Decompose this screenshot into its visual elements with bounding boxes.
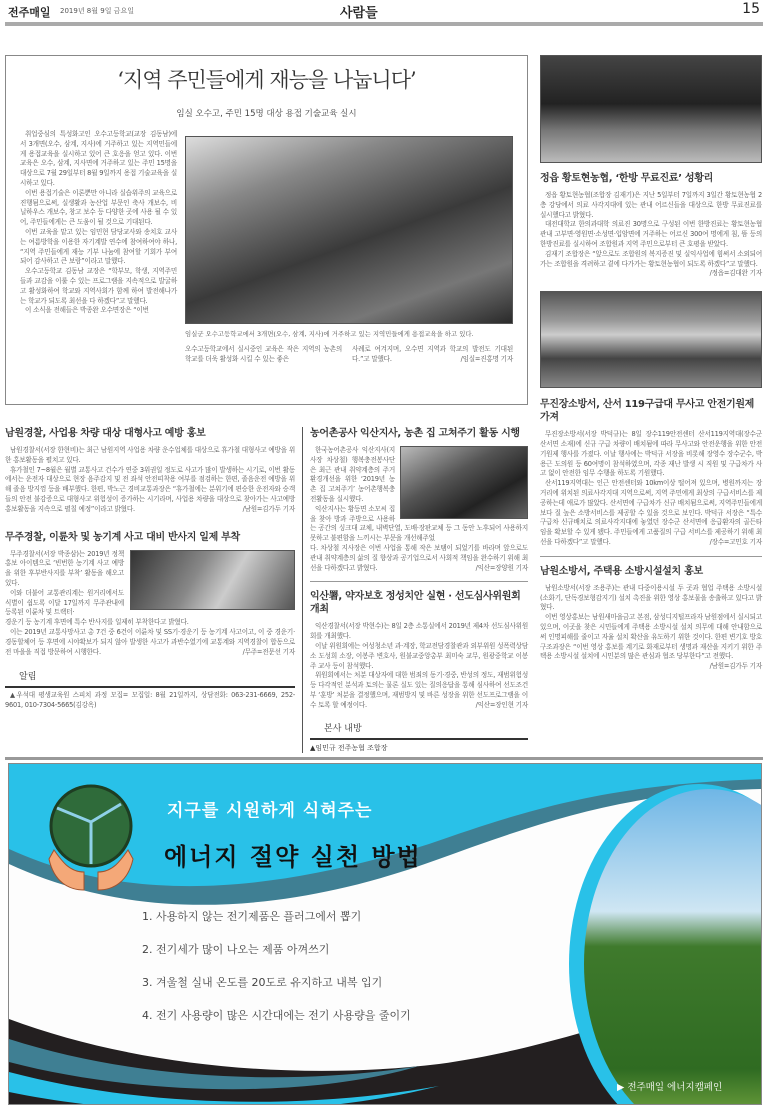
paragraph: 위원회에서는 처분 대상자에 대한 범죄의 동기·경중, 반성의 정도, 재범위험성 등 다각적인 분석과 토의는 물론 실도 있는 질의응답을 통해 심사하여 선도조건부 ‘훈방’ 처분을 결정했으며, 재범방지 및 바른 성장을 위한 선도프로그램을 이수 토록 할 예정이다. <box>310 671 528 709</box>
welding-class-photo <box>185 136 513 324</box>
byline: /남원=김가두 기자 <box>709 662 762 671</box>
paragraph: 경운기 등 농기계 후면에 특수 반사지를 일제히 부착한다고 밝혔다. <box>5 618 189 627</box>
byline: /익산=장양원 기자 <box>475 563 528 572</box>
paragraph: 이번 교육을 맡고 있는 임민현 담당교사와 송치호 교사는 여름방학을 이용한 자기계발 연수에 참여하여야 하나, “지역 주민들에게 재능 기부 나눔에 참여할 기회가 부여되어 감사하고 큰 보람”이라고 말했다. <box>20 227 177 266</box>
ad-divider <box>5 757 763 760</box>
left-block <box>5 55 528 753</box>
lower-columns <box>5 427 528 753</box>
reflector-police-photo <box>130 550 295 610</box>
paragraph: 이 소식을 전해들은 박종완 오수면장은 “이번 <box>25 306 149 315</box>
article-headline: 익산署, 약자보호 정성치안 실현 · 선도심사위원회 개최 <box>310 591 521 616</box>
paragraph-with-byline <box>5 628 295 657</box>
byline: /익산=장인현 기자 <box>475 700 528 709</box>
ad-footer-label: 전주매일 에너지캠페인 <box>627 1081 723 1093</box>
visit-text: ▲임민규 전주농협 조합장 <box>310 743 388 752</box>
paragraph: 남원소방서(서장 조용주)는 관내 다중이용시설 두 곳과 협업 주택용 소방시설(소화기, 단독경보형감지기) 설치 촉진을 위한 영상 홍보물을 송출하고 있다고 밝혔다. <box>540 583 762 612</box>
paragraph: 남원경찰서(서장 한현비)는 최근 남원지역 사업용 차량 운수업체를 대상으로 휴가철 대형사고 예방을 위한 홍보활동을 펼치고 있다. <box>5 446 295 464</box>
notice-title: 알림 <box>19 672 37 683</box>
main-lower-cols <box>185 345 513 365</box>
right-column <box>540 55 762 672</box>
byline: /임실=진홍명 기자 <box>460 354 513 363</box>
paragraph-with-byline <box>310 671 528 710</box>
middle-column <box>310 427 528 753</box>
issue-date: 2019년 8월 9일 금요일 <box>60 7 134 15</box>
ad-item: 4. 전기 사용량이 많은 시간대에는 전기 사용량을 줄이기 <box>142 1008 411 1022</box>
article-headline: 농어촌공사 익산지사, 농촌 집 고쳐주기 활동 시행 <box>310 428 520 439</box>
page-number: 15 <box>742 1 760 17</box>
visit-box <box>310 723 528 753</box>
main-col-1 <box>20 130 177 365</box>
house-repair-photo <box>400 446 528 519</box>
right-article-3 <box>540 565 762 672</box>
main-col-3 <box>352 345 513 365</box>
paragraph: 휴가철인 7~8월은 월별 교통사고 건수가 연중 3위권일 정도로 사고가 많이 발생하는 시기로, 이번 활동에서는 운전자 대상으로 현장 음주감지 및 전 좌석 안전띠착용 여부를 점검하는 한편, 졸음운전 예방을 위해 졸음 방지껌 등을 배부했다. 한편, 박노근 경비교통과장은 “휴가철에는 분위기에 편승한 운전자와 승객들의 안전 불감증으로 대형사고 위험성이 증가하는 시기라며, 사업용 차량을 대상으로 찾아가는 사고예방 홍보활동을 지속으로 펼칠 예정”이라고 밝혔다. <box>5 465 295 513</box>
main-subhead: 임실 오수고, 주민 15명 대상 용접 기술교육 실시 <box>176 109 357 119</box>
paragraph: 산서119지역대는 인근 안전센터와 10km이상 떨어져 있으며, 병원까지는 장거리에 위치된 의료사각지대 지역으로써, 지역 주민에게 최상의 구급서비스를 제공하는데 애로가 많았다. 산서면에 구급차가 신규 배치됨으로써, 지역주민들에게 보다 질 높은 소방서비스를 제공할 수 있을 것으로 보인다. 박덕규 서장은 “특수구급차 신규배치로 의료사각지대에 놓였던 장수군 산서면에 응급환자의 골든타임을 확보할 수 있게 됐다. 주민들에게 고품질의 구급 서비스를 제공하기 위해 최선을 다하겠다”고 말했다. <box>540 479 762 546</box>
paragraph: 정읍 황토현농협(조합장 김재기)은 지난 5일부터 7일까지 3일간 황토현농협 2층 강당에서 의료 사각지대에 있는 관내 어르신들을 대상으로 한방 무료진료를 실시했다고 밝혔다. <box>540 191 762 219</box>
paragraph-with-byline <box>5 466 295 515</box>
middle-article-1 <box>310 427 528 573</box>
header-divider <box>5 22 763 26</box>
ad-title-1: 지구를 시원하게 식혀주는 <box>167 800 373 821</box>
divider <box>540 556 762 557</box>
paragraph: 대전대학교 한의과대학 의료진 30명으로 구성된 이번 한방진료는 황토현농협 관내 고부면·영원면·소성면·입암면에 거주하는 어르신 300여 명에게 침, 뜸 등의 한방진료를 실시하여 조합원과 지역 주민으로부터 큰 호평을 받았다. <box>540 220 762 248</box>
news-area <box>0 55 768 753</box>
paragraph: 취업중심의 특성화고인 오수고등학교(교장 김동남)에서 3개면(오수, 삼계, 지사)에 거주하고 있는 지역민들에게 용접교육을 실시하고 있어 큰 호응을 얻고 있다. 이번 교육은 오수, 삼계, 지사면에 거주하고 있는 주민 15명을 대상으로 7월 29일부터 8월 9일까지 용접 기술교육을 실시하고 있다. <box>20 130 177 187</box>
paragraph: 이와 더불어 교통관리계는 원거리에서도 식별이 쉽도록 이달 17일까지 무주관내에 등록된 이륜차 및 트랙터· <box>5 588 124 617</box>
paragraph-with-byline <box>310 544 528 573</box>
paragraph-with-byline <box>540 613 762 671</box>
paragraph: 김재기 조합장은 “앞으로도 조합원의 복지증진 및 실익사업에 힘써서 소외되어가는 조합원을 격려하고 곁에 다가가는 황토현농협이 되도록 하겠다”고 말했다. <box>540 249 762 268</box>
notice-box <box>5 671 295 711</box>
paragraph: 다. 차상철 지사장은 이번 사업을 통해 작은 보탬이 되었기를 바라며 앞으로도 관내 취약계층의 삶의 질 향상과 공기업으로서 사회적 책임을 완수하기 위해 최선을 다하겠다고 밝혔다. <box>310 543 528 572</box>
paragraph: 이번 용접기술은 이론뿐만 아니라 실습위주의 교육으로 진행됨으로써, 실생활과 농산업 부문인 축사 개보수, 비닐하우스 개보수, 창고 보수 등 다양한 곳에 사용 될 수 있어, 주민들에게는 큰 도움이 될 것으로 기대된다. <box>20 188 177 227</box>
page-header <box>0 0 768 30</box>
left-article-2 <box>5 531 295 658</box>
middle-article-2 <box>310 590 528 710</box>
article-headline: 무진장소방서, 산서 119구급대 무사고 안전기원제 가져 <box>540 399 755 424</box>
main-article <box>5 55 528 405</box>
right-article-2 <box>540 398 762 548</box>
column-divider <box>302 427 303 753</box>
notice-rule <box>5 686 295 688</box>
left-article-1 <box>5 427 295 515</box>
paragraph: 이는 2019년 교통사망사고 총 7건 중 6건이 이륜차 및 SS기·경운기 등 농기계 사고이고, 이 중 경운기·경동할체어 등 후면에 시야확보가 되지 않아 발생한 사고가 과반수였기에 교통계와 지역경찰이 합동으로 전 마을을 직접 방문하여 시행한다. <box>5 627 295 656</box>
paragraph: 익산지사는 황등면 소모씨 집을 찾아 방과 주방으로 사용하는 공간의 싱크대 교체, 내벽단열, 도배·장판교체 등 그 동안 노후되어 사용하지 못하고 불편함을 느끼시는 부문을 개선해주었 <box>310 504 528 543</box>
paragraph: 무진장소방서(서장 박덕규)는 8일 장수119안전센터 산서119지역대(장수군 산서면 소재)에 신규 구급 차량이 배치됨에 따라 무사고와 안전운행을 위한 안전기원제 행사를 가졌다. 이날 행사에는 박덕규 서장을 비롯해 장영수 장수군수, 박용근 도의원 등 60여명이 참석하였으며, 각종 재난 발생 시 직원 및 구급차가 사고 없이 안전한 임무 수행을 하도록 기원했다. <box>540 430 762 478</box>
photo-caption: 임실군 오수고등학교에서 3개면(오수, 삼계, 지사)에 거주하고 있는 지역민들에게 용접교육을 하고 있다. <box>185 330 474 338</box>
byline: /장수=고민호 기자 <box>709 537 762 546</box>
paragraph: 오수고등학교 김동남 교장은 “학부모, 학생, 지역주민들과 교감을 이룰 수 있는 프로그램을 지속적으로 발굴하고 활성화하여 학교와 지역사회가 함께 하여 발전해나가는 학교가 되도록 최선을 다 하겠다”고 말했다. <box>20 267 177 305</box>
byline: /무주=전문선 기자 <box>242 647 295 656</box>
paragraph: 무주경찰서(서장 박종삼)는 2019년 정책홍보 아이템으로 ‘빈번한 농기계 사고 예방을 위한 후부반사지를 부착’ 활동을 해오고 있다. <box>5 549 124 587</box>
left-column <box>5 427 295 753</box>
paragraph: 사례로 여겨지며, 오수면 지역과 학교의 발전도 기대된다.”고 말했다. <box>352 345 513 363</box>
ad-item: 3. 겨울철 실내 온도를 20도로 유지하고 내복 입기 <box>142 975 383 989</box>
hwangtohyeon-group-photo <box>540 55 762 163</box>
article-headline: 정읍 황토현농협, ‘한방 무료진료’ 성황리 <box>540 173 713 184</box>
main-headline: ‘지역 주민들에게 재능을 나눕니다’ <box>117 68 416 92</box>
section-title: 사람들 <box>340 6 378 21</box>
paragraph-with-byline <box>540 479 762 548</box>
paragraph: 이날 위원회에는 여성청소년 과·계장, 학교전담경찰관과 외부위원 성폭력상담소 도성희 소장, 이봉주 변호사, 원불교중앙총부 최미숙 교무, 원광중학교 이봉주 교사 등이 참석했다. <box>310 641 528 670</box>
fire-station-ceremony-photo <box>540 291 762 388</box>
right-article-1 <box>540 172 762 279</box>
ad-item: 1. 사용하지 않는 전기제품은 플러그에서 뽑기 <box>142 909 362 923</box>
ad-item: 2. 전기세가 많이 나오는 제품 아껴쓰기 <box>142 942 330 956</box>
byline: /정읍=김대완 기자 <box>709 269 762 278</box>
paragraph: 한국농어촌공사 익산지사(지사장 차상철) 행복충전봉사단은 최근 관내 취약계층의 주거환경개선을 위한 ‘2019년 농촌 집 고쳐주기’ 농어촌행복충전활동을 실시했다. <box>310 446 395 503</box>
newspaper-brand: 전주매일 <box>8 6 51 19</box>
energy-campaign-ad <box>8 763 762 1105</box>
paragraph: 이번 영상홍보는 남원새마을금고 본점, 삼성디지털프라자 남원점에서 실시되고 있으며, 이곳을 찾은 시민들에게 주택용 소방시설 설치 의무에 대해 안내함으로써 인명피해를 줄이고 자율 설치 확산을 유도하기 위한 것이다. 한편 변기호 방호구조과장은 “이번 영상 홍보를 계기로 화재로부터 생명과 재산을 지키기 위한 주택용 소방시설 설치에 시민분의 많은 관심과 협조 당부한다”고 전했다. <box>540 613 762 661</box>
main-right-part <box>185 130 513 365</box>
visit-title: 본사 내방 <box>324 723 362 734</box>
notice-text: ▲우석대 평생교육원 스피치 과정 모집= 모집일: 8월 21일까지, 상담전화: 063-231-6669, 252-9601, 010-7304-5665(김강옥) <box>5 691 295 710</box>
paragraph: 익산경찰서(서장 박현수)는 8일 2층 소통실에서 2019년 제4차 선도심사위원회를 개최했다. <box>310 622 528 641</box>
divider <box>310 581 528 582</box>
ad-title-2: 에너지 절약 실천 방법 <box>164 842 422 871</box>
main-col-2: 오수고등학교에서 실시중인 교육은 작은 지역의 농촌의 학교를 더욱 활성화 시킬 수 있는 좋은 <box>185 345 342 363</box>
article-headline: 무주경찰, 이륜차 및 농기계 사고 대비 반사지 일제 부착 <box>5 531 240 543</box>
article-headline: 남원경찰, 사업용 차량 대상 대형사고 예방 홍보 <box>5 428 206 439</box>
article-headline: 남원소방서, 주택용 소방시설설치 홍보 <box>540 565 703 577</box>
byline: /남원=김가두 기자 <box>242 504 295 513</box>
paragraph-with-byline <box>540 249 762 278</box>
play-arrow-icon: ▶ <box>617 1081 628 1093</box>
main-body <box>20 130 513 365</box>
ad-background <box>9 764 762 1105</box>
ad-footer <box>617 1082 722 1094</box>
visit-rule <box>310 738 528 740</box>
